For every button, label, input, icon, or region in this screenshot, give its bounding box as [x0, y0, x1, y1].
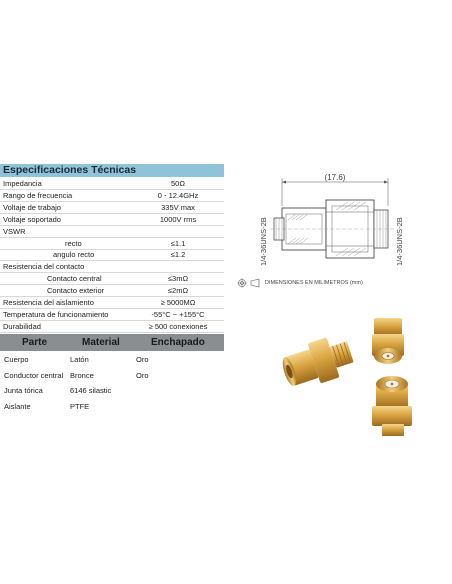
thread-label-right: 1/4-36UNS-2B [395, 217, 404, 266]
dimension-arrow-right [384, 181, 388, 184]
spec-value: ≤1.2 [170, 250, 186, 260]
spec-value: ≤1.1 [170, 238, 186, 248]
spec-value: 1000V rms [159, 214, 197, 224]
material-name: Bronce [70, 370, 94, 380]
spec-row [0, 309, 224, 321]
dimension-label: (17.6) [324, 173, 346, 182]
projection-symbol-icon [237, 278, 263, 288]
spec-label: Temperatura de funcionamiento [3, 309, 109, 319]
spec-row [0, 190, 224, 202]
spec-label: angulo recto [53, 250, 95, 260]
spec-label: Voltaje soportado [3, 214, 61, 224]
connector-drawing-svg [248, 170, 428, 270]
spec-row [0, 238, 224, 250]
spec-label: Contacto central [47, 274, 102, 284]
spec-label: Resistencia del aislamiento [3, 298, 94, 307]
spec-label: Resistencia del contacto [3, 262, 85, 272]
technical-drawing [248, 170, 428, 270]
spec-row [0, 249, 224, 261]
material-part: Aislante [4, 401, 31, 411]
material-part: Junta tórica [4, 386, 43, 395]
material-row [0, 353, 224, 366]
spec-label: Contacto exterior [47, 286, 105, 296]
spec-value: ≤3mΩ [167, 274, 189, 284]
material-name: 6146 silastic [70, 386, 112, 395]
thread-label-left: 1/4-36UNS-2B [259, 217, 268, 266]
spec-label: Durabilidad [3, 321, 41, 331]
spec-row [0, 202, 224, 214]
spec-row [0, 178, 224, 190]
spec-value: -55°C ~ +155°C [151, 309, 205, 319]
spec-label: Rango de frecuencia [3, 190, 73, 200]
spec-value: ≥ 500 conexiones [148, 321, 208, 331]
dimension-note [237, 276, 407, 290]
spec-value: ≤2mΩ [167, 286, 189, 296]
specs-title: Especificaciones Técnicas [3, 164, 137, 176]
dimension-note-text: DIMENSIONES EN MILIMETROS (mm) [265, 280, 363, 286]
materials-header-plating: Enchapado [151, 337, 205, 348]
connector-large [282, 332, 357, 393]
material-part: Cuerpo [4, 355, 29, 364]
materials-header-material: Material [82, 337, 120, 348]
spec-row [0, 226, 224, 238]
dimension-arrow-left [282, 181, 286, 184]
spec-row [0, 214, 224, 226]
spec-row [0, 321, 224, 333]
spec-value: ≥ 5000MΩ [160, 298, 196, 307]
material-row [0, 400, 224, 413]
spec-row [0, 273, 224, 285]
spec-value: 50Ω [171, 179, 185, 188]
materials-header-part: Parte [22, 337, 48, 348]
connector-photo-svg [282, 312, 432, 440]
spec-row [0, 261, 224, 273]
spec-row [0, 285, 224, 297]
spec-label: VSWR [3, 226, 26, 236]
materials-header [0, 334, 224, 351]
spec-label: Voltaje de trabajo [3, 202, 61, 212]
spec-value: 335V max [161, 202, 195, 212]
specs-header [0, 164, 224, 177]
material-plating: Oro [136, 370, 149, 380]
material-name: PTFE [70, 401, 90, 411]
material-row [0, 369, 224, 382]
material-part: Conductor central [4, 370, 64, 380]
material-name: Latón [70, 355, 89, 364]
spec-label: recto [65, 238, 82, 248]
connector-bottom-right [372, 376, 412, 436]
product-photo [282, 312, 432, 440]
material-row [0, 384, 224, 397]
material-plating: Oro [136, 355, 149, 364]
spec-row [0, 297, 224, 309]
spec-value: 0 - 12.4GHz [157, 190, 199, 200]
connector-top-right [372, 318, 404, 364]
spec-label: Impedancia [3, 179, 42, 188]
